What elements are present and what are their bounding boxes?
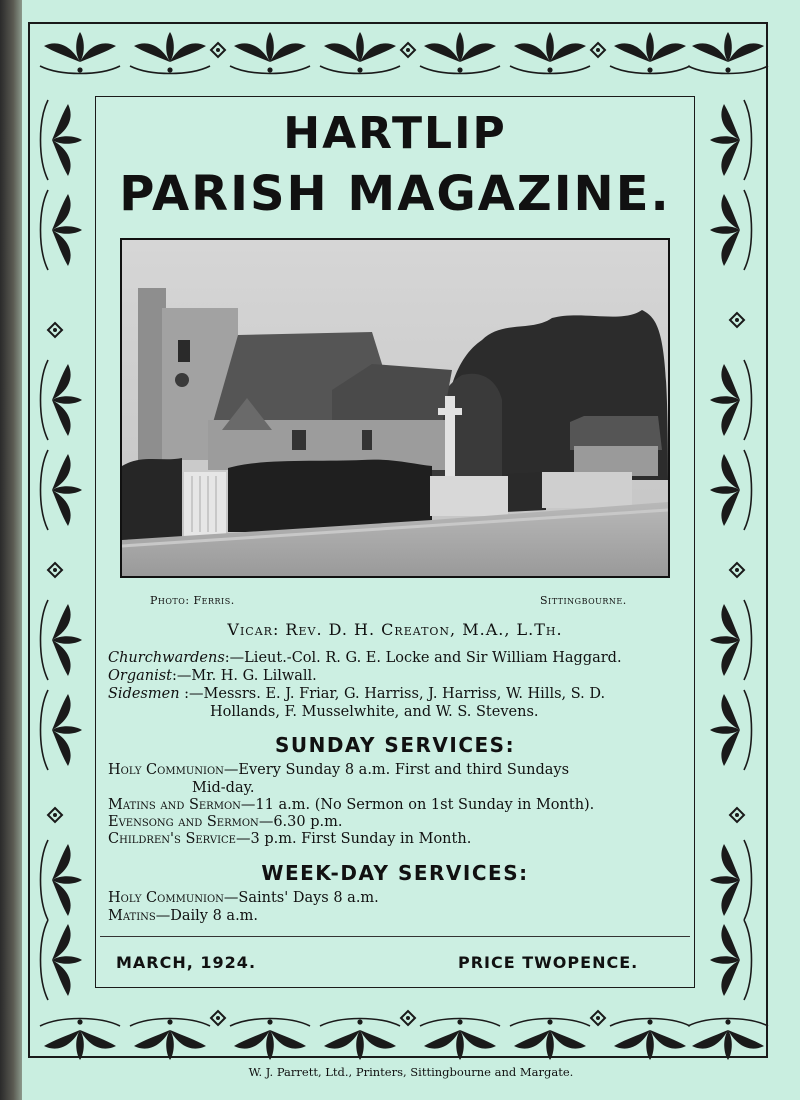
weekday-holy-communion-text: —Saints' Days 8 a.m.	[223, 890, 379, 906]
sunday-matins-name: Matins and Sermon	[108, 797, 241, 813]
sunday-matins-text: —11 a.m. (No Sermon on 1st Sunday in Month).	[240, 797, 595, 813]
weekday-matins	[108, 908, 258, 924]
masthead-line-2: PARISH MAGAZINE.	[119, 166, 671, 222]
organist-line	[108, 668, 317, 684]
printer-credit: W. J. Parrett, Ltd., Printers, Sittingbourne and Margate.	[248, 1065, 574, 1079]
sunday-childrens-service	[108, 831, 471, 847]
sunday-holy-communion-text: —Every Sunday 8 a.m. First and third Sundays	[223, 762, 570, 778]
sidesmen-continuation: Hollands, F. Musselwhite, and W. S. Stevens.	[210, 704, 539, 720]
weekday-holy-communion	[108, 890, 379, 906]
sunday-evensong	[108, 814, 342, 830]
weekday-holy-communion-name: Holy Communion	[108, 890, 224, 906]
sunday-holy-communion-name: Holy Communion	[108, 762, 224, 778]
sunday-matins	[108, 797, 594, 813]
sunday-evensong-text: —6.30 p.m.	[258, 814, 343, 830]
weekday-matins-name: Matins	[108, 908, 156, 924]
sunday-holy-communion-continuation: Mid-day.	[192, 780, 255, 796]
churchwardens-value: :—Lieut.-Col. R. G. E. Locke and Sir William Haggard.	[224, 650, 622, 666]
sunday-childrens-service-text: —3 p.m. First Sunday in Month.	[235, 831, 472, 847]
sunday-childrens-service-name: Children's Service	[108, 831, 236, 847]
weekday-matins-text: —Daily 8 a.m.	[155, 908, 259, 924]
photo-credit: Photo: Ferris.	[150, 594, 235, 607]
vicar-line: Vicar: Rev. D. H. Creaton, M.A., L.Th.	[227, 620, 563, 639]
organist-value: :—Mr. H. G. Lilwall.	[172, 668, 317, 684]
sunday-holy-communion	[108, 762, 569, 778]
church-photograph	[120, 238, 670, 578]
issue-price: PRICE TWOPENCE.	[458, 953, 639, 972]
churchwardens-label: Churchwardens	[108, 650, 225, 666]
footer-rule-top	[100, 936, 690, 937]
sidesmen-value: :—Messrs. E. J. Friar, G. Harriss, J. Harriss, W. Hills, S. D.	[179, 686, 606, 702]
weekday-services-heading: WEEK-DAY SERVICES:	[261, 861, 529, 885]
sidesmen-line	[108, 686, 605, 702]
photo-location: Sittingbourne.	[540, 594, 627, 607]
sidesmen-label: Sidesmen	[108, 686, 180, 702]
masthead-line-1: HARTLIP	[283, 108, 507, 159]
issue-date: MARCH, 1924.	[116, 953, 257, 972]
sunday-services-heading: SUNDAY SERVICES:	[274, 733, 516, 757]
sunday-evensong-name: Evensong and Sermon	[108, 814, 259, 830]
organist-label: Organist	[108, 668, 172, 684]
churchwardens-line	[108, 650, 622, 666]
